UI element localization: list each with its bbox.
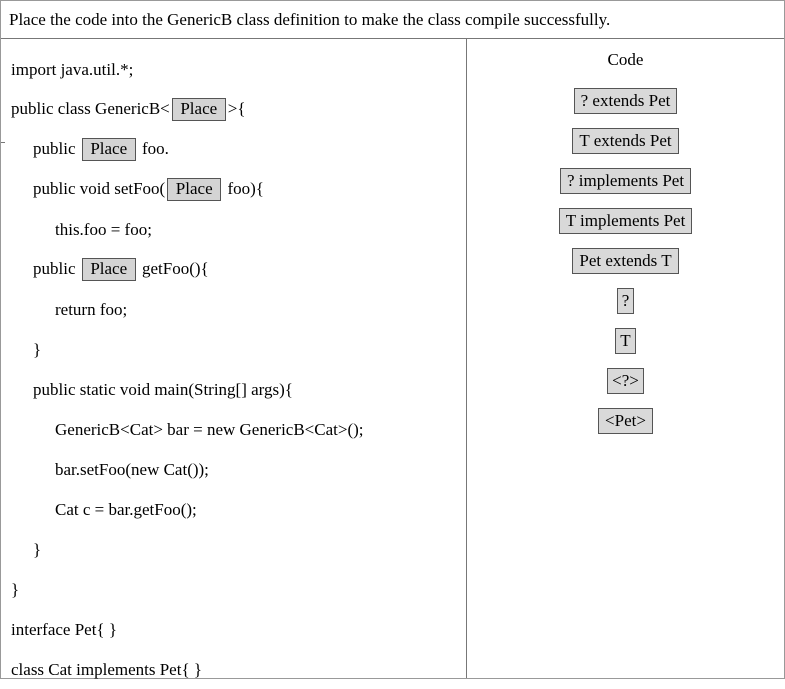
code-line <box>1 489 466 529</box>
question-body <box>1 39 784 678</box>
code-line-content <box>33 258 209 281</box>
answer-option[interactable]: T implements Pet <box>559 208 693 234</box>
code-line <box>1 369 466 409</box>
code-line-content <box>11 579 19 600</box>
left-edge-tick <box>1 142 5 143</box>
drop-target-blank[interactable]: Place <box>172 98 226 121</box>
answer-option[interactable]: T <box>615 328 635 354</box>
code-line-content <box>11 619 117 640</box>
code-text: >{ <box>227 98 246 118</box>
code-text: public <box>33 258 80 278</box>
code-text: public class GenericB< <box>11 98 170 118</box>
code-line-content <box>55 499 197 520</box>
code-line <box>1 249 466 289</box>
answer-option-row <box>467 281 784 321</box>
code-text: public void setFoo( <box>33 178 166 198</box>
code-line <box>1 129 466 169</box>
code-text: foo. <box>137 138 169 158</box>
answer-option-row <box>467 121 784 161</box>
code-text: interface Pet{ } <box>11 619 117 639</box>
code-line-content <box>11 59 133 80</box>
answer-option[interactable]: T extends Pet <box>572 128 678 154</box>
code-text: class Cat implements Pet{ } <box>11 659 203 679</box>
code-text: public <box>33 138 80 158</box>
code-line <box>1 569 466 609</box>
code-line <box>1 449 466 489</box>
code-text: } <box>33 339 42 359</box>
drop-target-blank[interactable]: Place <box>167 178 221 201</box>
answers-panel <box>467 39 784 678</box>
code-line-content <box>11 98 246 121</box>
code-line <box>1 49 466 89</box>
code-line <box>1 89 466 129</box>
drop-target-blank[interactable]: Place <box>82 258 136 281</box>
question-prompt: Place the code into the GenericB class definition to make the class compile successfully. <box>1 1 784 39</box>
answer-option-row <box>467 241 784 281</box>
code-line-content <box>55 459 209 480</box>
code-line <box>1 649 466 689</box>
code-text: import java.util.*; <box>11 59 134 79</box>
code-listing <box>1 49 466 689</box>
answer-option[interactable]: Pet extends T <box>572 248 678 274</box>
code-text: Cat c = bar.getFoo(); <box>55 499 197 519</box>
code-panel <box>1 39 467 678</box>
code-text: public static void main(String[] args){ <box>33 379 293 399</box>
code-line <box>1 529 466 569</box>
code-text: this.foo = foo; <box>55 219 152 239</box>
code-line-content <box>55 299 127 320</box>
code-line <box>1 289 466 329</box>
answer-option-row <box>467 321 784 361</box>
answer-option[interactable]: ? extends Pet <box>574 88 678 114</box>
code-text: getFoo(){ <box>137 258 209 278</box>
answer-option-row <box>467 81 784 121</box>
code-text: } <box>11 579 20 599</box>
answer-option[interactable]: <Pet> <box>598 408 653 434</box>
code-line-content <box>33 539 41 560</box>
answer-option[interactable]: ? <box>617 288 635 314</box>
code-line-content <box>11 659 202 680</box>
code-text: return foo; <box>55 299 128 319</box>
code-line <box>1 329 466 369</box>
code-line <box>1 409 466 449</box>
answer-option-row <box>467 361 784 401</box>
code-line <box>1 209 466 249</box>
answers-panel-title: Code <box>607 50 644 69</box>
answer-option[interactable]: ? implements Pet <box>560 168 691 194</box>
answer-option-row <box>467 401 784 441</box>
code-text: foo){ <box>223 178 264 198</box>
answer-option-row <box>467 161 784 201</box>
code-line-content <box>33 379 293 400</box>
code-line <box>1 609 466 649</box>
answer-options-list <box>467 81 784 441</box>
code-line-content <box>33 339 41 360</box>
code-line-content <box>33 138 169 161</box>
code-line <box>1 169 466 209</box>
answer-option[interactable]: <?> <box>607 368 644 394</box>
code-text: GenericB<Cat> bar = new GenericB<Cat>(); <box>55 419 364 439</box>
code-line-content <box>55 219 152 240</box>
drop-target-blank[interactable]: Place <box>82 138 136 161</box>
code-text: } <box>33 539 42 559</box>
code-text: bar.setFoo(new Cat()); <box>55 459 209 479</box>
answer-option-row <box>467 201 784 241</box>
code-line-content <box>33 178 264 201</box>
code-line-content <box>55 419 364 440</box>
